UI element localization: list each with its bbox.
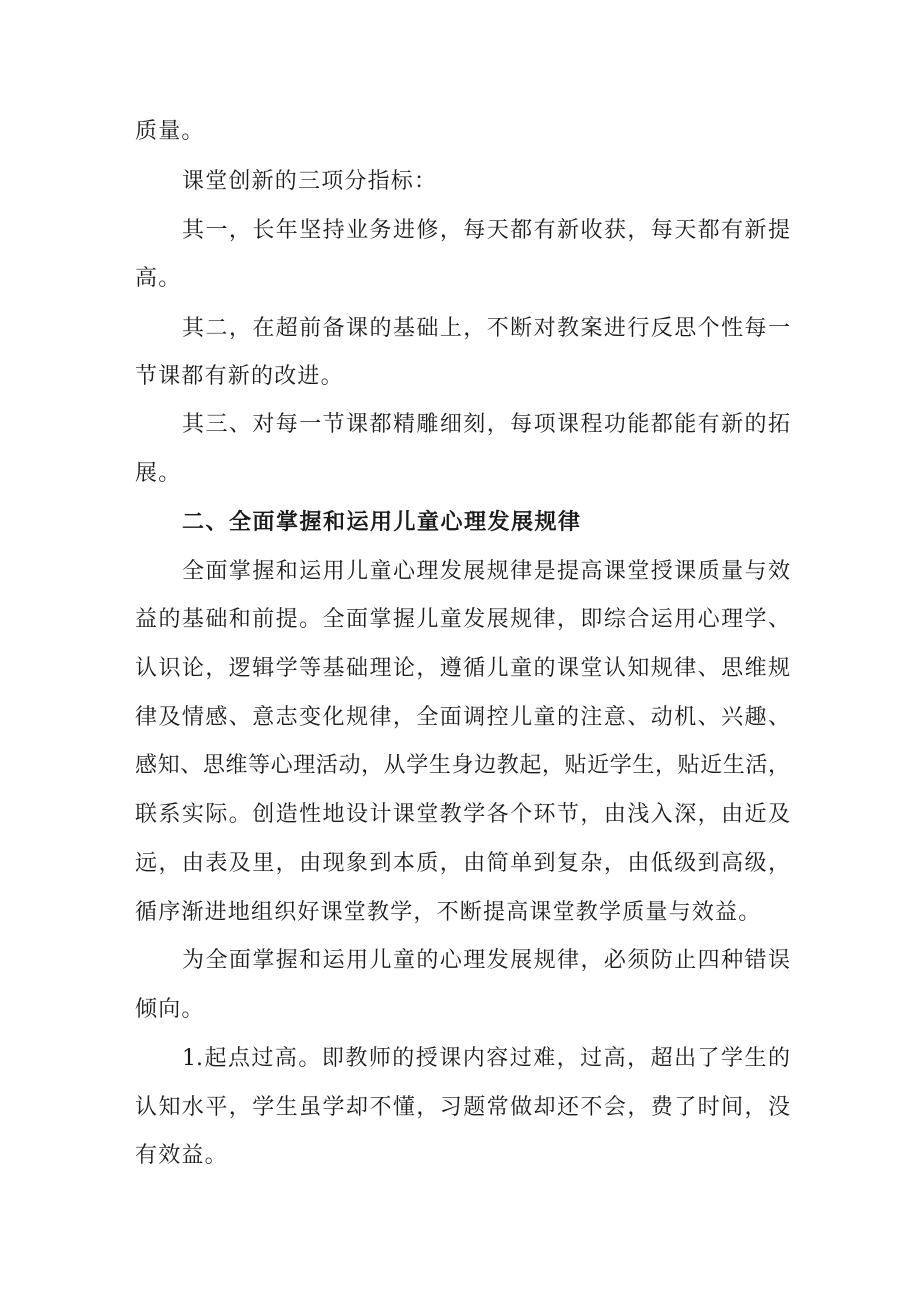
text-line-2: 课堂创新的三项分指标： (182, 169, 438, 194)
text-line-4: 高。 (135, 266, 182, 291)
section-heading: 二、全面掌握和运用儿童心理发展规律 (182, 510, 582, 535)
text-line-19: 倾向。 (135, 997, 205, 1022)
text-line-13: 律及情感、意志变化规律，全面调控儿童的注意、动机、兴趣、 (135, 705, 790, 730)
text-line-3: 其一，长年坚持业务进修，每天都有新收获，每天都有新提 (182, 218, 790, 243)
text-line-15: 联系实际。创造性地设计课堂教学各个环节，由浅入深，由近及 (135, 802, 790, 827)
text-line-18: 为全面掌握和运用儿童的心理发展规律，必须防止四种错误 (182, 948, 790, 973)
text-line-22: 有效益。 (135, 1143, 228, 1168)
text-line-6: 节课都有新的改进。 (135, 364, 344, 389)
text-line-5: 其二，在超前备课的基础上，不断对教案进行反思个性每一 (182, 316, 790, 341)
text-line-14: 感知、思维等心理活动，从学生身边教起，贴近学生，贴近生活， (135, 753, 790, 778)
text-line-11: 益的基础和前提。全面掌握儿童发展规律，即综合运用心理学、 (135, 607, 790, 632)
text-line-20: 1.起点过高。即教师的授课内容过难，过高，超出了学生的 (182, 1046, 790, 1071)
text-line-10: 全面掌握和运用儿童心理发展规律是提高课堂授课质量与效 (182, 559, 790, 584)
text-line-16: 远，由表及里，由现象到本质，由简单到复杂，由低级到高级， (135, 851, 790, 876)
text-line-1: 质量。 (135, 119, 205, 144)
text-line-17: 循序渐进地组织好课堂教学，不断提高课堂教学质量与效益。 (135, 900, 762, 925)
text-line-21: 认知水平，学生虽学却不懂，习题常做却还不会，费了时间，没 (135, 1095, 790, 1120)
text-line-7: 其三、对每一节课都精雕细刻，每项课程功能都能有新的拓 (182, 412, 790, 437)
text-line-12: 认识论，逻辑学等基础理论，遵循儿童的课堂认知规律、思维规 (135, 656, 790, 681)
text-line-8: 展。 (135, 461, 182, 486)
